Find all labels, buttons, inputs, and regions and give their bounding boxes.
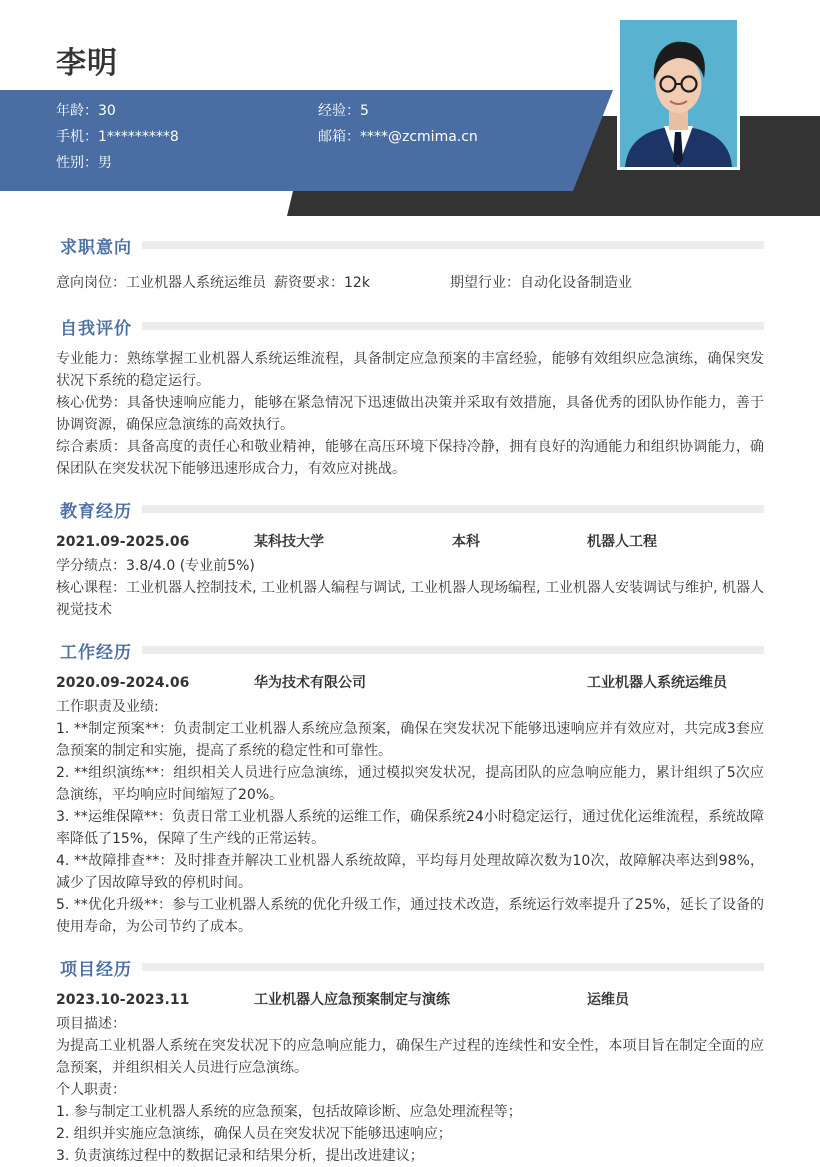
intent-position: 意向岗位：工业机器人系统运维员	[56, 275, 266, 291]
section-divider	[142, 963, 764, 971]
email-field: 邮箱：****@zcmima.cn	[318, 129, 478, 145]
self-eval-line: 专业能力：熟练掌握工业机器人系统运维流程，具备制定应急预案的丰富经验，能够有效组织应急演练，确保突发状况下系统的稳定运行。	[56, 351, 764, 389]
edu-courses: 核心课程：工业机器人控制技术, 工业机器人编程与调试, 工业机器人现场编程, 工业机器人安装调试与维护, 机器人视觉技术	[56, 580, 764, 618]
experience-field: 经验：5	[318, 103, 369, 119]
avatar-portrait	[620, 20, 737, 167]
project-duty-label: 个人职责：	[56, 1082, 126, 1098]
section-title: 工作经历	[60, 638, 140, 663]
work-item: 5. **优化升级**：参与工业机器人系统的优化升级工作，通过技术改造，系统运行效率提升了25%，延长了设备的使用寿命，为公司节约了成本。	[56, 897, 764, 935]
section-title: 项目经历	[60, 955, 140, 980]
work-period: 2020.09-2024.06	[56, 675, 190, 691]
edu-degree: 本科	[452, 534, 480, 550]
project-details	[56, 1013, 764, 1167]
work-item: 4. **故障排查**：及时排查并解决工业机器人系统故障，平均每月处理故障次数为10次，故障解决率达到98%，减少了因故障导致的停机时间。	[56, 853, 764, 891]
gender-field: 性别：男	[56, 155, 112, 171]
section-header-intent	[56, 235, 764, 257]
self-eval-line: 核心优势：具备快速响应能力，能够在紧急情况下迅速做出决策并采取有效措施，具备优秀的团队协作能力，善于协调资源，确保应急演练的高效执行。	[56, 395, 764, 433]
project-name: 工业机器人应急预案制定与演练	[254, 992, 450, 1008]
edu-major: 机器人工程	[587, 534, 657, 550]
section-title: 自我评价	[60, 314, 140, 339]
work-item: 3. **运维保障**：负责日常工业机器人系统的运维工作，确保系统24小时稳定运行，通过优化运维流程，系统故障率降低了15%，保障了生产线的正常运转。	[56, 809, 764, 847]
education-details	[56, 555, 764, 621]
self-eval-line: 综合素质：具备高度的责任心和敬业精神，能够在高压环境下保持冷静，拥有良好的沟通能力和组织协调能力，确保团队在突发状况下能够迅速形成合力，有效应对挑战。	[56, 439, 764, 477]
section-title: 求职意向	[60, 233, 140, 258]
project-desc: 为提高工业机器人系统在突发状况下的应急响应能力，确保生产过程的连续性和安全性，本项目旨在制定全面的应急预案，并组织相关人员进行应急演练。	[56, 1038, 764, 1076]
project-role: 运维员	[587, 992, 629, 1008]
profile-photo	[617, 17, 740, 170]
intent-salary: 薪资要求：12k	[274, 275, 370, 291]
project-desc-label: 项目描述：	[56, 1016, 126, 1032]
phone-field: 手机：1*********8	[56, 129, 179, 145]
section-divider	[142, 646, 764, 654]
intent-industry: 期望行业：自动化设备制造业	[450, 275, 632, 291]
project-row	[56, 989, 764, 1011]
section-header-work	[56, 640, 764, 662]
candidate-name: 李明	[56, 46, 118, 81]
section-divider	[142, 505, 764, 513]
work-intro: 工作职责及业绩:	[56, 699, 159, 715]
section-divider	[142, 241, 764, 249]
project-duty: 1. 参与制定工业机器人系统的应急预案，包括故障诊断、应急处理流程等；	[56, 1104, 522, 1120]
section-header-self	[56, 316, 764, 338]
education-row	[56, 531, 764, 553]
work-role: 工业机器人系统运维员	[587, 675, 727, 691]
work-item: 1. **制定预案**：负责制定工业机器人系统应急预案，确保在突发状况下能够迅速响应并有效应对，共完成3套应急预案的制定和实施，提高了系统的稳定性和可靠性。	[56, 721, 764, 759]
section-title: 教育经历	[60, 497, 140, 522]
project-duty: 3. 负责演练过程中的数据记录和结果分析，提出改进建议；	[56, 1148, 424, 1164]
project-duty: 2. 组织并实施应急演练，确保人员在突发状况下能够迅速响应；	[56, 1126, 452, 1142]
self-evaluation	[56, 348, 764, 480]
edu-school: 某科技大学	[254, 534, 324, 550]
work-details	[56, 696, 764, 938]
section-header-project	[56, 957, 764, 979]
edu-gpa: 学分绩点：3.8/4.0 (专业前5%)	[56, 558, 255, 574]
intent-row	[56, 272, 764, 294]
age-field: 年龄：30	[56, 103, 116, 119]
edu-period: 2021.09-2025.06	[56, 534, 190, 550]
work-row	[56, 672, 764, 694]
work-company: 华为技术有限公司	[254, 675, 366, 691]
section-header-education	[56, 499, 764, 521]
project-period: 2023.10-2023.11	[56, 992, 190, 1008]
work-item: 2. **组织演练**：组织相关人员进行应急演练，通过模拟突发状况，提高团队的应急响应能力，累计组织了5次应急演练，平均响应时间缩短了20%。	[56, 765, 764, 803]
section-divider	[142, 322, 764, 330]
